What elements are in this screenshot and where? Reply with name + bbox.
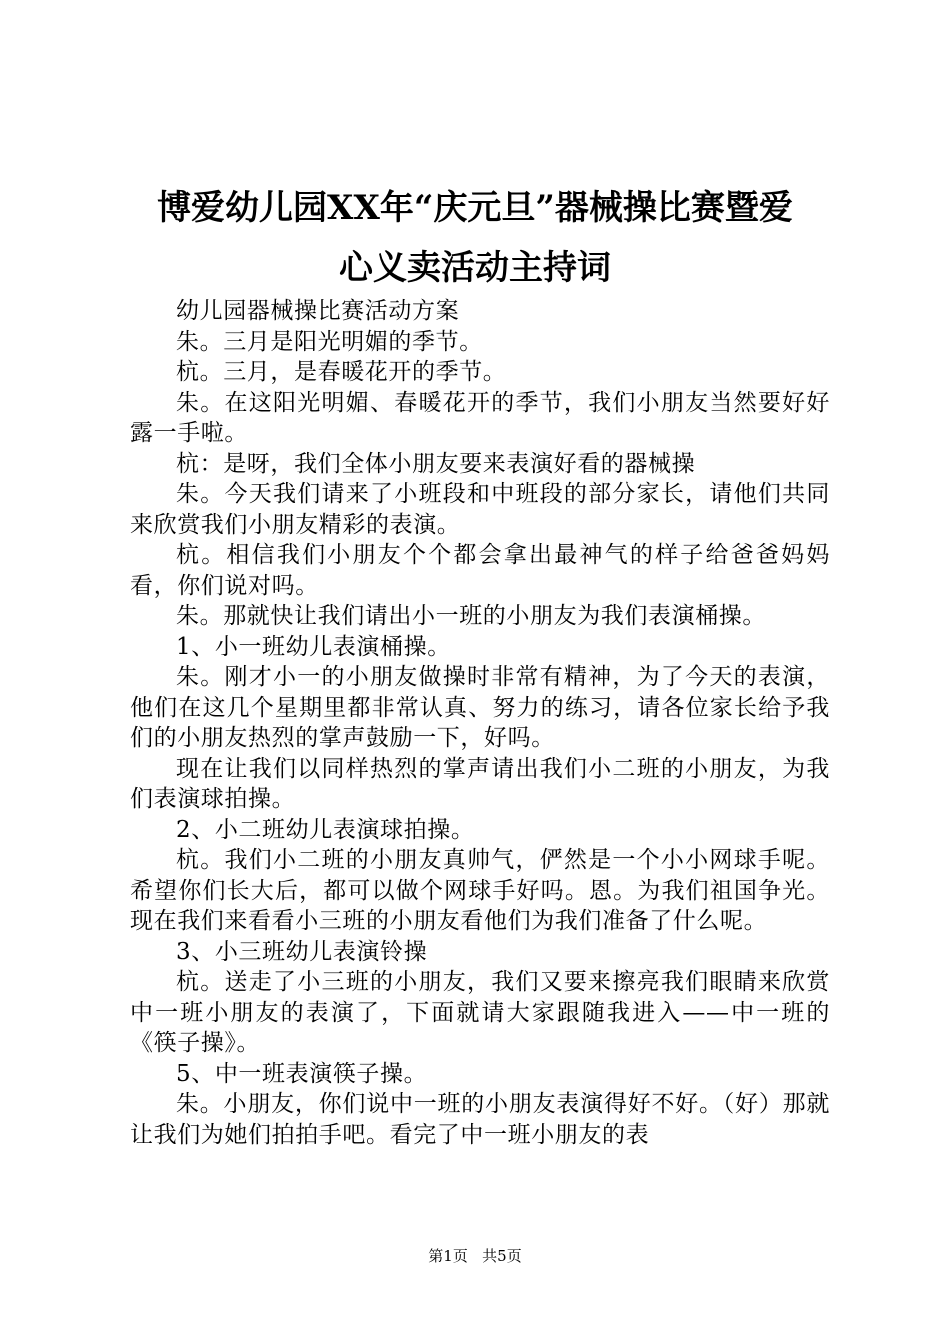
document-title-line-2: 心义卖活动主持词	[339, 248, 611, 288]
paragraph: 朱。那就快让我们请出小一班的小朋友为我们表演桶操。	[176, 603, 766, 629]
paragraph: 朱。三月是阳光明媚的季节。	[176, 328, 483, 355]
paragraph: 朱。小朋友，你们说中一班的小朋友表演得好不好。（好）那就让我们为她们拍拍手吧。看完了中一班小朋友的表	[130, 1091, 830, 1148]
page-total: 共5页	[482, 1247, 522, 1265]
paragraph: 朱。在这阳光明媚、春暖花开的季节，我们小朋友当然要好好露一手啦。	[130, 389, 830, 446]
paragraph: 杭：是呀，我们全体小朋友要来表演好看的器械操	[176, 450, 696, 477]
paragraph: 朱。刚才小一的小朋友做操时非常有精神，为了今天的表演，他们在这几个星期里都非常认真、努力的练习，请各位家长给予我们的小朋友热烈的掌声鼓励一下，好吗。	[130, 664, 830, 751]
document-title-line-1: 博爱幼儿园XX年“庆元旦”器械操比赛暨爱	[157, 188, 793, 228]
paragraph: 朱。今天我们请来了小班段和中班段的部分家长，请他们共同来欣赏我们小朋友精彩的表演。	[130, 481, 830, 538]
paragraph: 2、小二班幼儿表演球拍操。	[176, 816, 475, 843]
paragraph: 杭。相信我们小朋友个个都会拿出最神气的样子给爸爸妈妈看，你们说对吗。	[130, 542, 830, 599]
paragraph: 5、中一班表演筷子操。	[176, 1060, 428, 1087]
page-number: 第1页	[428, 1247, 468, 1265]
paragraph: 1、小一班幼儿表演桶操。	[176, 633, 451, 660]
paragraph: 幼儿园器械操比赛活动方案	[176, 298, 460, 324]
paragraph: 杭。三月，是春暖花开的季节。	[176, 359, 507, 385]
page-separator	[473, 1247, 478, 1265]
paragraph: 杭。送走了小三班的小朋友，我们又要来擦亮我们眼睛来欣赏中一班小朋友的表演了，下面就请大家跟随我进入——中一班的《筷子操》。	[130, 969, 830, 1056]
paragraph: 3、小三班幼儿表演铃操	[176, 938, 428, 965]
page-footer	[0, 1246, 950, 1266]
document-body	[130, 296, 830, 1150]
paragraph: 现在让我们以同样热烈的掌声请出我们小二班的小朋友，为我们表演球拍操。	[130, 755, 830, 812]
paragraph: 杭。我们小二班的小朋友真帅气，俨然是一个小小网球手呢。希望你们长大后，都可以做个网球手好吗。恩。为我们祖国争光。现在我们来看看小三班的小朋友看他们为我们准备了什么呢。	[130, 847, 830, 934]
